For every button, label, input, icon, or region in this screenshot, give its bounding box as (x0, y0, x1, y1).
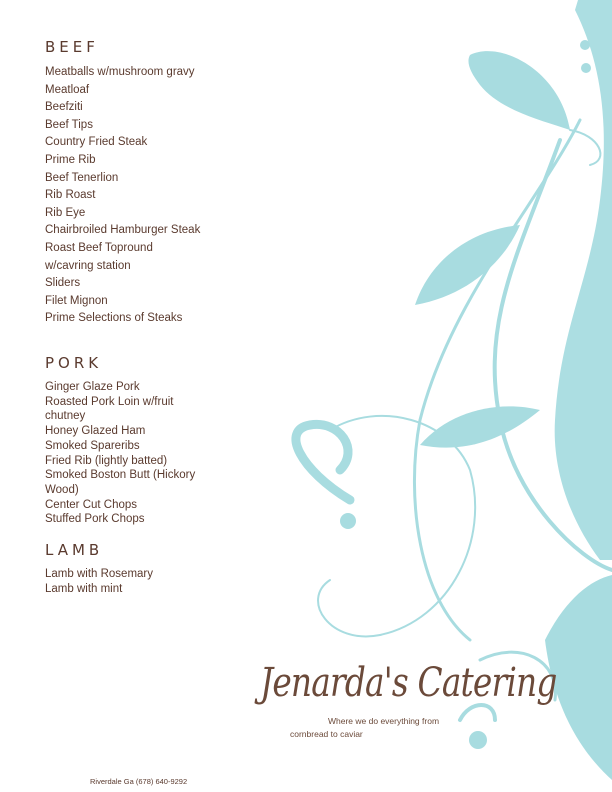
pork-heading: PORK (45, 354, 103, 372)
list-item: Lamb with mint (45, 582, 123, 595)
list-item: Honey Glazed Ham (45, 425, 146, 438)
list-item: Stuffed Pork Chops (45, 513, 145, 526)
list-item: Country Fried Steak (45, 136, 148, 149)
footer-contact: Riverdale Ga (678) 640-9292 (90, 777, 188, 786)
pork-section (45, 354, 195, 527)
list-item: Smoked Spareribs (45, 439, 140, 452)
list-item: Beef Tips (45, 118, 93, 131)
list-item: Meatloaf (45, 83, 90, 96)
list-item: Wood) (45, 483, 79, 496)
logo-title: Jenarda's Catering (260, 660, 557, 706)
lamb-list (45, 567, 153, 596)
lamb-heading: LAMB (45, 541, 104, 559)
list-item: Beef Tenerlion (45, 171, 119, 184)
list-item: Rib Eye (45, 206, 86, 219)
catering-logo (260, 660, 557, 750)
list-item: chutney (45, 410, 86, 423)
list-item: Prime Rib (45, 153, 96, 166)
list-item: w/cavring station (45, 259, 131, 272)
list-item: Ginger Glaze Pork (45, 381, 140, 393)
list-item: Roast Beef Topround (45, 241, 153, 254)
logo-tagline-line1: Where we do everything from (328, 716, 440, 726)
lamb-section (45, 541, 153, 596)
list-item: Beefziti (45, 101, 83, 114)
pork-list (45, 380, 195, 527)
beef-section (45, 38, 200, 328)
beef-heading: BEEF (45, 38, 99, 56)
list-item: Rib Roast (45, 189, 96, 202)
list-item: Filet Mignon (45, 294, 108, 307)
list-item: Roasted Pork Loin w/fruit (45, 395, 174, 408)
list-item: Lamb with Rosemary (45, 568, 154, 580)
list-item: Prime Selections of Steaks (45, 312, 183, 325)
list-item: Fried Rib (lightly batted) (45, 454, 168, 467)
beef-list (45, 64, 200, 328)
logo-tagline-line2: cornbread to caviar (290, 729, 363, 739)
list-item: Chairbroiled Hamburger Steak (45, 224, 201, 237)
list-item: Sliders (45, 277, 81, 290)
list-item: Center Cut Chops (45, 498, 138, 511)
list-item: Smoked Boston Butt (Hickory (45, 469, 196, 482)
list-item: Meatballs w/mushroom gravy (45, 66, 195, 78)
